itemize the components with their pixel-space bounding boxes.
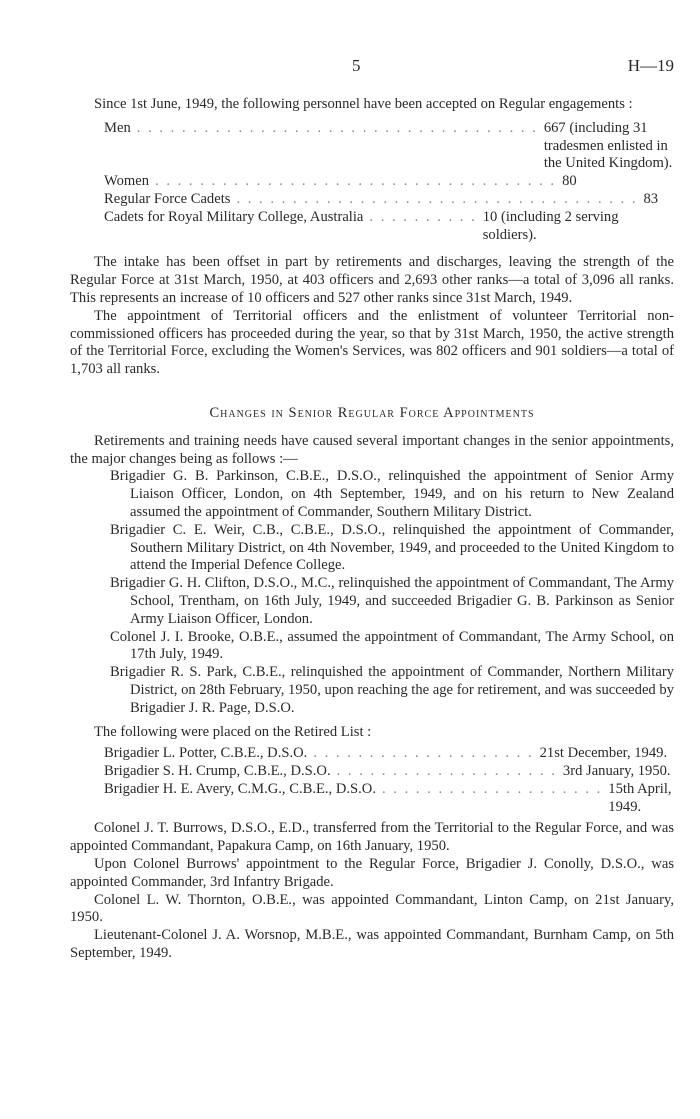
retired-date: 21st December, 1949. (539, 745, 668, 762)
retired-date: 15th April, 1949. (608, 780, 672, 815)
engagement-value: 80 (562, 173, 577, 190)
list-item: Brigadier G. B. Parkinson, C.B.E., D.S.O., relinquished the appointment of Senior Army Liaison Officer, London, on 4th September, 1949, and on his return to New Zealand assumed the appointment of Commander, Southern Military District. (110, 468, 674, 520)
engagement-label: Cadets for Royal Military College, Australia (104, 208, 364, 225)
changes-list (90, 468, 674, 717)
engagement-value: 667 (including 31 tradesmen enlisted in the United Kingdom). (543, 119, 673, 172)
engagement-label: Men (104, 119, 131, 136)
leader-dots: . . . . . . . . . . . . . . . . . . . . (336, 763, 557, 780)
list-item (104, 173, 674, 191)
retired-list (104, 745, 674, 816)
section-heading: Changes in Senior Regular Force Appointments (209, 404, 535, 421)
list-item (104, 781, 674, 817)
list-item (104, 120, 674, 173)
document-reference: H—19 (627, 56, 674, 75)
leader-dots: . . . . . . . . . . . . . . . . . . . . . . . . . . . . . . . . . . . . (236, 190, 638, 207)
list-item: Brigadier G. H. Clifton, D.S.O., M.C., relinquished the appointment of Commandant, The Army School, Trentham, on 16th July, 1949, and succeeded Brigadier G. B. Parkinson as Senior Army Liaison Officer, London. (110, 575, 674, 627)
engagement-label: Women (104, 173, 150, 190)
section-intro: Retirements and training needs have caused several important changes in the senior appointments, the major changes being as follows :— (70, 432, 674, 467)
leader-dots: . . . . . . . . . . . . . . . . . . . . (382, 780, 603, 797)
leader-dots: . . . . . . . . . . (369, 208, 477, 225)
conolly-paragraph: Upon Colonel Burrows' appointment to the Regular Force, Brigadier J. Conolly, D.S.O., was appointed Commander, 3rd Infantry Brigade. (70, 856, 674, 890)
engagement-label: Regular Force Cadets (104, 190, 231, 207)
list-item (104, 763, 674, 781)
burrows-paragraph: Colonel J. T. Burrows, D.S.O., E.D., transferred from the Territorial to the Regular Force, and was appointed Commandant, Papakura Camp, on 16th January, 1950. (70, 820, 674, 855)
list-item: Brigadier R. S. Park, C.B.E., relinquished the appointment of Commander, Northern Military District, on 28th February, 1950, upon reaching the age for retirement, and was succeeded by Brigadier J. R. Page, D.S.O. (110, 664, 674, 716)
intro-paragraph: Since 1st June, 1949, the following personnel have been accepted on Regular engagements : (94, 96, 633, 112)
retired-name: Brigadier H. E. Avery, C.M.G., C.B.E., D.S.O. (104, 780, 376, 797)
engagement-value: 10 (including 2 serving soldiers). (482, 208, 619, 243)
thornton-paragraph: Colonel L. W. Thornton, O.B.E., was appointed Commandant, Linton Camp, on 21st January, 1950. (70, 891, 674, 926)
worsnop-paragraph: Lieutenant-Colonel J. A. Worsnop, M.B.E., was appointed Commandant, Burnham Camp, on 5th September, 1949. (70, 927, 674, 962)
leader-dots: . . . . . . . . . . . . . . . . . . . . (313, 745, 534, 762)
territorial-paragraph: The appointment of Territorial officers and the enlistment of volunteer Territorial non-commissioned officers has proceeded during the year, so that by 31st March, 1950, the active strength of the Territorial Force, excluding the Women's Services, was 802 officers and 901 soldiers—a total of 1,703 all ranks. (70, 307, 674, 378)
retired-name: Brigadier L. Potter, C.B.E., D.S.O. (104, 745, 308, 762)
retired-date: 3rd January, 1950. (562, 763, 671, 780)
retired-name: Brigadier S. H. Crump, C.B.E., D.S.O. (104, 763, 331, 780)
list-item: Colonel J. I. Brooke, O.B.E., assumed the appointment of Commandant, The Army School, on 17th July, 1949. (110, 628, 674, 663)
document-body (70, 96, 674, 963)
list-item: Brigadier C. E. Weir, C.B., C.B.E., D.S.O., relinquished the appointment of Commander, Southern Military District, on 4th November, 1949, and proceeded to the United Kingdom to attend the Imperial Defence College. (110, 521, 674, 574)
engagements-list (104, 120, 674, 245)
engagement-value: 83 (643, 190, 659, 207)
retired-intro: The following were placed on the Retired List : (94, 723, 372, 740)
list-item (104, 191, 674, 209)
leader-dots: . . . . . . . . . . . . . . . . . . . . . . . . . . . . . . . . . . . . (136, 119, 538, 136)
page-number: 5 (352, 56, 361, 75)
leader-dots: . . . . . . . . . . . . . . . . . . . . . . . . . . . . . . . . . . . . (155, 173, 557, 190)
list-item (104, 209, 674, 245)
strength-paragraph: The intake has been offset in part by retirements and discharges, leaving the strength of the Regular Force at 31st March, 1950, at 403 officers and 2,693 other ranks—a total of 3,096 all ranks. This represents an increase of 10 officers and 527 other ranks since 31st March, 1949. (70, 254, 674, 306)
list-item (104, 745, 674, 763)
